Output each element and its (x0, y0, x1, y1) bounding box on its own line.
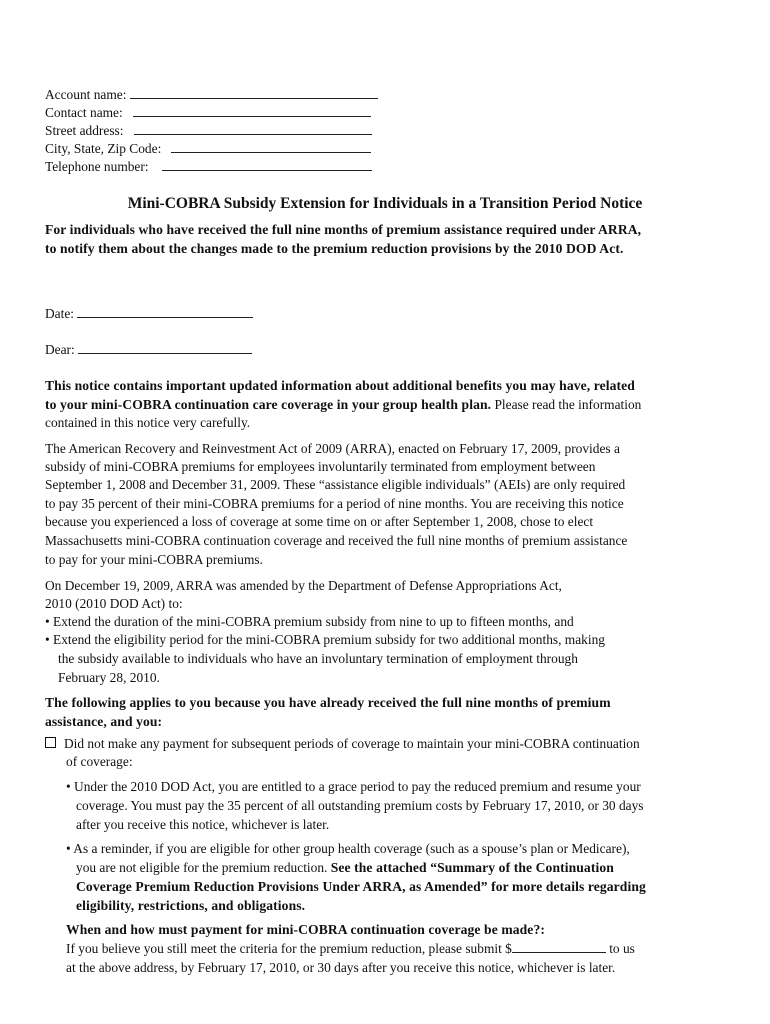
account-name-blank[interactable] (130, 86, 378, 99)
payment-amount-blank[interactable] (512, 940, 606, 953)
notice-title: Mini-COBRA Subsidy Extension for Individuals in a Transition Period Notice (127, 195, 643, 212)
dear-field: Dear: (45, 341, 252, 359)
payment-text: If you believe you still meet the criteria for the premium reduction, please submit $ to us (66, 941, 635, 956)
city-state-zip-field: City, State, Zip Code: (45, 140, 371, 158)
subtitle-line: to notify them about the changes made to the premium reduction provisions by the 2010 DOD Act. (45, 241, 624, 256)
arra-paragraph-line: Massachusetts mini-COBRA continuation coverage and received the full nine months of premium assistance (45, 533, 628, 548)
checkbox-item-continuation: of coverage: (66, 754, 133, 769)
dear-blank[interactable] (78, 341, 252, 354)
intro-line: contained in this notice very carefully. (45, 415, 251, 430)
arra-paragraph-line: to pay for your mini-COBRA premiums. (45, 552, 263, 567)
applies-heading: The following applies to you because you have already received the full nine months of premium (45, 695, 611, 710)
sub-bullet-reminder: eligibility, restrictions, and obligations. (76, 898, 306, 913)
arra-paragraph-line: The American Recovery and Reinvestment Act of 2009 (ARRA), enacted on February 17, 2009, provides a (45, 441, 620, 456)
dod-paragraph-line: On December 19, 2009, ARRA was amended by the Department of Defense Appropriations Act, (45, 578, 562, 593)
city-state-zip-blank[interactable] (171, 140, 371, 153)
account-name-field: Account name: (45, 86, 378, 104)
arra-paragraph-line: September 1, 2008 and December 31, 2009. These “assistance eligible individuals” (AEIs) are only required (45, 477, 626, 492)
street-address-blank[interactable] (134, 122, 372, 135)
date-field: Date: (45, 305, 253, 323)
applies-heading: assistance, and you: (45, 714, 163, 729)
contact-name-field: Contact name: (45, 104, 371, 122)
payment-text: at the above address, by February 17, 2010, or 30 days after you receive this notice, whichever is later. (66, 960, 616, 975)
subtitle-line: For individuals who have received the full nine months of premium assistance required under ARRA, (45, 222, 642, 237)
dod-bullet: • Extend the eligibility period for the mini-COBRA premium subsidy for two additional months, making (45, 632, 605, 647)
arra-paragraph-line: subsidy of mini-COBRA premiums for employees involuntarily terminated from employment between (45, 459, 596, 474)
checkbox[interactable] (45, 737, 56, 748)
sub-bullet-grace-period: coverage. You must pay the 35 percent of all outstanding premium costs by February 17, 2010, or 30 days (76, 798, 644, 813)
arra-paragraph-line: because you experienced a loss of coverage at some time on or after September 1, 2008, chose to elect (45, 514, 594, 529)
contact-name-blank[interactable] (133, 104, 371, 117)
dod-bullet-continuation: February 28, 2010. (58, 670, 160, 685)
sub-bullet-reminder: you are not eligible for the premium reduction. See the attached “Summary of the Continuation (76, 860, 614, 875)
sub-bullet-reminder: • As a reminder, if you are eligible for other group health coverage (such as a spouse’s plan or Medicare), (66, 841, 630, 856)
intro-line: to your mini-COBRA continuation care coverage in your group health plan. Please read the information (45, 397, 642, 412)
telephone-field: Telephone number: (45, 158, 372, 176)
street-address-field: Street address: (45, 122, 372, 140)
dod-bullet-continuation: the subsidy available to individuals who have an involuntary termination of employment through (58, 651, 578, 666)
payment-heading: When and how must payment for mini-COBRA continuation coverage be made?: (66, 922, 545, 937)
checkbox-item: Did not make any payment for subsequent periods of coverage to maintain your mini-COBRA continuation (45, 735, 640, 753)
intro-line: This notice contains important updated information about additional benefits you may have, related (45, 378, 635, 393)
sub-bullet-grace-period: • Under the 2010 DOD Act, you are entitled to a grace period to pay the reduced premium and resume your (66, 779, 641, 794)
arra-paragraph-line: to pay 35 percent of their mini-COBRA premiums for a period of nine months. You are receiving this notice (45, 496, 624, 511)
telephone-blank[interactable] (162, 158, 372, 171)
dod-bullet: • Extend the duration of the mini-COBRA premium subsidy from nine to up to fifteen months, and (45, 614, 574, 629)
date-blank[interactable] (77, 305, 253, 318)
dod-paragraph-line: 2010 (2010 DOD Act) to: (45, 596, 183, 611)
sub-bullet-reminder: Coverage Premium Reduction Provisions Under ARRA, as Amended” for more details regarding (76, 879, 646, 894)
sub-bullet-grace-period: after you receive this notice, whichever is later. (76, 817, 330, 832)
